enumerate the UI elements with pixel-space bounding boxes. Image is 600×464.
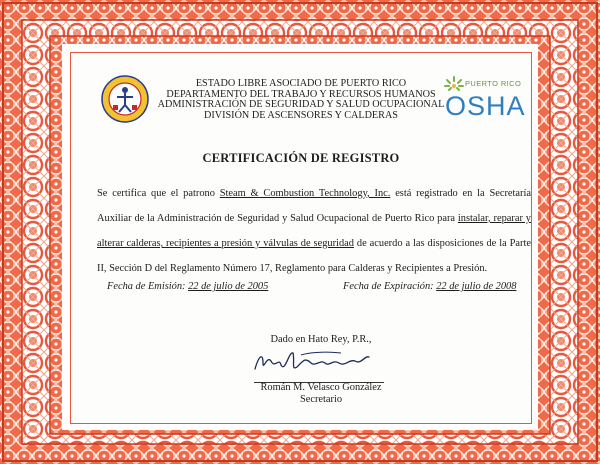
statement-text-1: Se certifica que el patrono [97, 188, 220, 199]
certificate-body [70, 52, 532, 424]
issue-date-value: 22 de julio de 2005 [188, 281, 269, 292]
header-line-1: ESTADO LIBRE ASOCIADO DE PUERTO RICO [195, 78, 407, 89]
issue-date [107, 281, 268, 292]
statement-text-3: de acuerdo a las disposiciones de la Parte II, Sección D del Reglamento Número 17, Reglamento para Calderas y Recipientes a Presión. [97, 238, 531, 274]
department-seal-icon [101, 75, 149, 123]
issue-date-label: Fecha de Emisión: [107, 281, 186, 292]
expiry-date-value: 22 de julio de 2008 [436, 281, 517, 292]
expiry-date-label: Fecha de Expiración: [343, 281, 434, 292]
osha-puerto-rico-label: PUERTO RICO [465, 79, 522, 88]
certificate-title: CERTIFICACIÓN DE REGISTRO [202, 151, 400, 165]
registration-scope: instalar, reparar y alterar calderas, recipientes a presión y válvulas de seguridad [97, 213, 531, 249]
signatory-role: Secretario [299, 394, 343, 405]
certificate-statement [97, 181, 531, 281]
header-line-4: DIVISIÓN DE ASCENSORES Y CALDERAS [204, 109, 398, 121]
expiry-date [343, 281, 516, 292]
company-name: Steam & Combustion Technology, Inc. [219, 188, 391, 199]
agency-header [151, 79, 451, 121]
header-line-3: ADMINISTRACIÓN DE SEGURIDAD Y SALUD OCUPACIONAL [157, 99, 445, 111]
signatory-name: Román M. Velasco González [260, 382, 382, 393]
pr-osha-logo [441, 75, 525, 135]
header-line-2: DEPARTAMENTO DEL TRABAJO Y RECURSOS HUMANOS [166, 88, 436, 100]
osha-wordmark: OSHA [445, 91, 526, 121]
statement-text-2: está registrado en la Secretaría Auxiliar de la Administración de Seguridad y Salud Ocupacional de Puerto Rico para [97, 188, 531, 224]
signature [241, 345, 391, 381]
issued-location: Dado en Hato Rey, P.R., [270, 334, 372, 345]
